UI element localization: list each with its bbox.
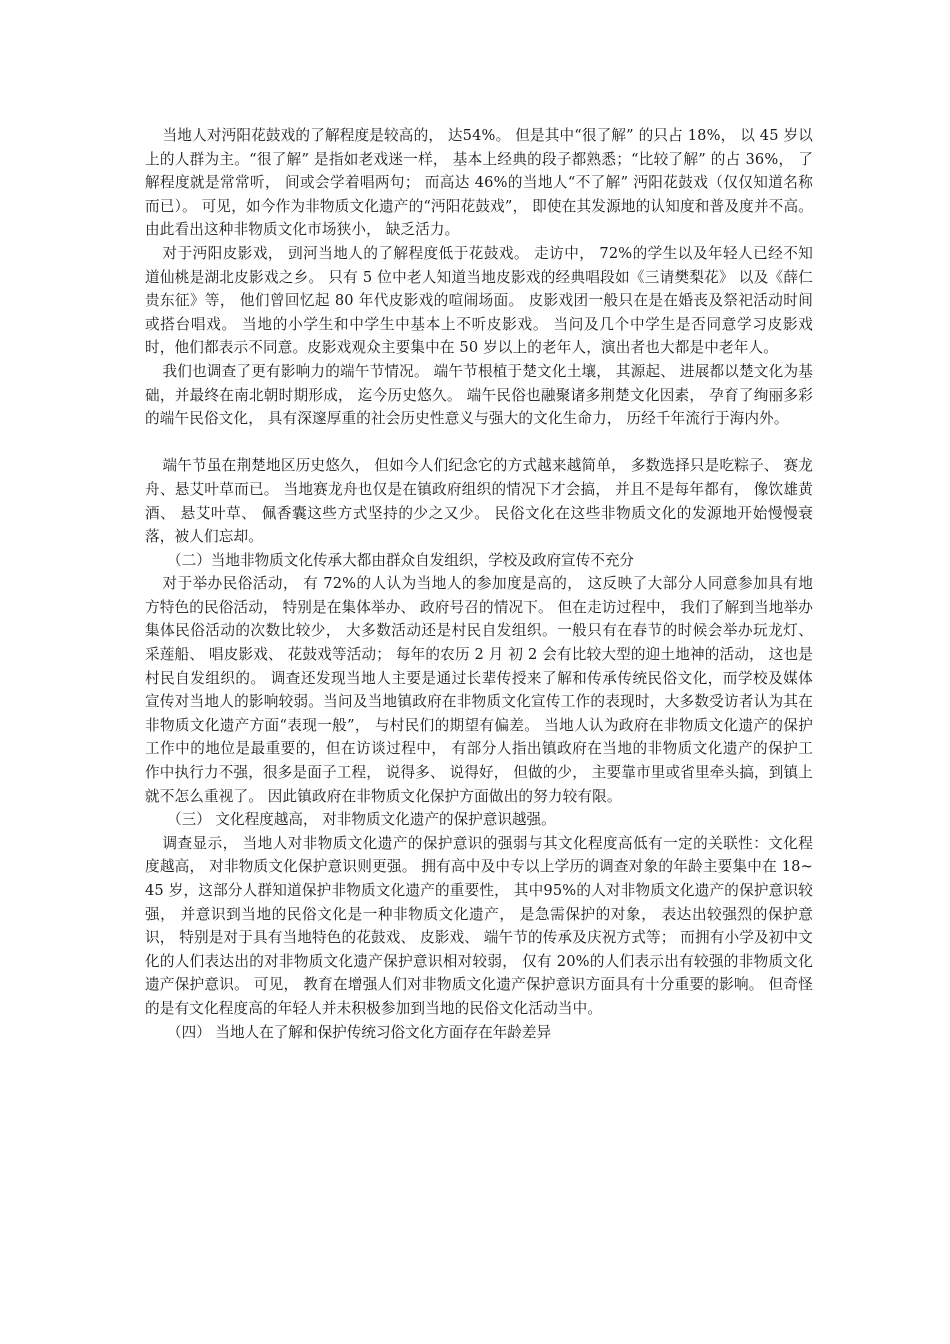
section-heading-2: （二）当地非物质文化传承大都由群众自发组织，学校及政府宣传不充分 <box>167 551 635 569</box>
paragraph-duanwu-decline: 端午节虽在荆楚地区历史悠久， 但如今人们纪念它的方式越来越简单， 多数选择只是吃粽子、 赛龙舟、悬艾叶草而已。 当地赛龙舟也仅是在镇政府组织的情况下才会搞， 并且不是每年都有， 像饮雄黄酒、 悬艾叶草、 佩香囊这些方式坚持的少之又少。 民俗文化在这些非物质文化的发源地开始慢慢衰落，被人们忘却。 <box>145 457 813 546</box>
paragraph-folk-activities: 对于举办民俗活动， 有 72%的人认为当地人的参加度是高的， 这反映了大部分人同意参加具有地方特色的民俗活动， 特别是在集体举办、 政府号召的情况下。 但在走访过程中， 我们了解到当地举办集体民俗活动的次数比较少， 大多数活动还是村民自发组织。一般只有在春节的时候会举办玩龙灯、 采莲船、 唱皮影戏、 花鼓戏等活动； 每年的农历 2 月 初 2 会有比较大型的迎土地神的活动， 这也是村民自发组织的。 调查还发现当地人主要是通过长辈传授来了解和传承传统民俗文化，而学校及媒体宣传对当地人的影响较弱。当问及当地镇政府在非物质文化宣传工作的表现时，大多数受访者认为其在非物质文化遗产方面“表现一般”， 与村民们的期望有偏差。 当地人认为政府在非物质文化遗产的保护工作中的地位是最重要的，但在访谈过程中， 有部分人指出镇政府在当地的非物质文化遗产的保护工作中执行力不强，很多是面子工程， 说得多、 说得好， 但做的少， 主要靠市里或省里牵头搞，到镇上就不怎么重视了。 因此镇政府在非物质文化保护方面做出的努力较有限。 <box>145 575 813 805</box>
paragraph-duanwu-festival: 我们也调查了更有影响力的端午节情况。 端午节根植于楚文化土壤， 其源起、 进展都以楚文化为基础，并最终在南北朝时期形成， 迄今历史悠久。 端午民俗也融聚诸多荆楚文化因素， 孕育了绚丽多彩的端午民俗文化， 具有深邃厚重的社会历史性意义与强大的文化生命力， 历经千年流行于海内外。 <box>145 362 813 428</box>
paragraph-education-awareness: 调查显示， 当地人对非物质文化遗产的保护意识的强弱与其文化程度高低有一定的关联性：文化程度越高， 对非物质文化保护意识则更强。 拥有高中及中专以上学历的调查对象的年龄主要集中在 18~45 岁，这部分人群知道保护非物质文化遗产的重要性， 其中95%的人对非物质文化遗产的保护意识较强， 并意识到当地的民俗文化是一种非物质文化遗产， 是急需保护的对象， 表达出较强烈的保护意识， 特别是对于具有当地特色的花鼓戏、 皮影戏、 端午节的传承及庆祝方式等； 而拥有小学及初中文化的人们表达出的对非物质文化遗产保护意识相对较弱， 仅有 20%的人们表示出有较强的非物质文化遗产保护意识。 可见， 教育在增强人们对非物质文化遗产保护意识方面具有十分重要的影响。 但奇怪的是有文化程度高的年轻人并未积极参加到当地的民俗文化活动当中。 <box>145 834 813 1017</box>
section-heading-3: （三） 文化程度越高， 对非物质文化遗产的保护意识越强。 <box>167 811 556 829</box>
paragraph-spacer <box>145 431 813 455</box>
document-page <box>145 124 813 1044</box>
section-heading-4: （四） 当地人在了解和保护传统习俗文化方面存在年龄差异 <box>167 1023 552 1041</box>
paragraph-huaguxi-awareness: 当地人对沔阳花鼓戏的了解程度是较高的， 达54%。 但是其中“很了解” 的只占 18%， 以 45 岁以上的人群为主。“很了解” 是指如老戏迷一样， 基本上经典的段子都熟悉；“比较了解” 的占 36%， 了解程度就是常常听， 间或会学着唱两句； 而高达 46%的当地人“不了解” 沔阳花鼓戏（仅仅知道名称而已）。 可见，如今作为非物质文化遗产的“沔阳花鼓戏”， 即使在其发源地的认知度和普及度并不高。 由此看出这种非物质文化市场狭小， 缺乏活力。 <box>145 127 813 239</box>
paragraph-piyingxi-awareness: 对于沔阳皮影戏， 剅河当地人的了解程度低于花鼓戏。 走访中， 72%的学生以及年轻人已经不知道仙桃是湖北皮影戏之乡。 只有 5 位中老人知道当地皮影戏的经典唱段如《三请樊梨花》 以及《薛仁贵东征》等， 他们曾回忆起 80 年代皮影戏的喧闹场面。 皮影戏团一般只在是在婚丧及祭祀活动时间或搭台唱戏。 当地的小学生和中学生中基本上不听皮影戏。 当问及几个中学生是否同意学习皮影戏时，他们都表示不同意。皮影戏观众主要集中在 50 岁以上的老年人，演出者也大都是中老年人。 <box>145 244 813 357</box>
